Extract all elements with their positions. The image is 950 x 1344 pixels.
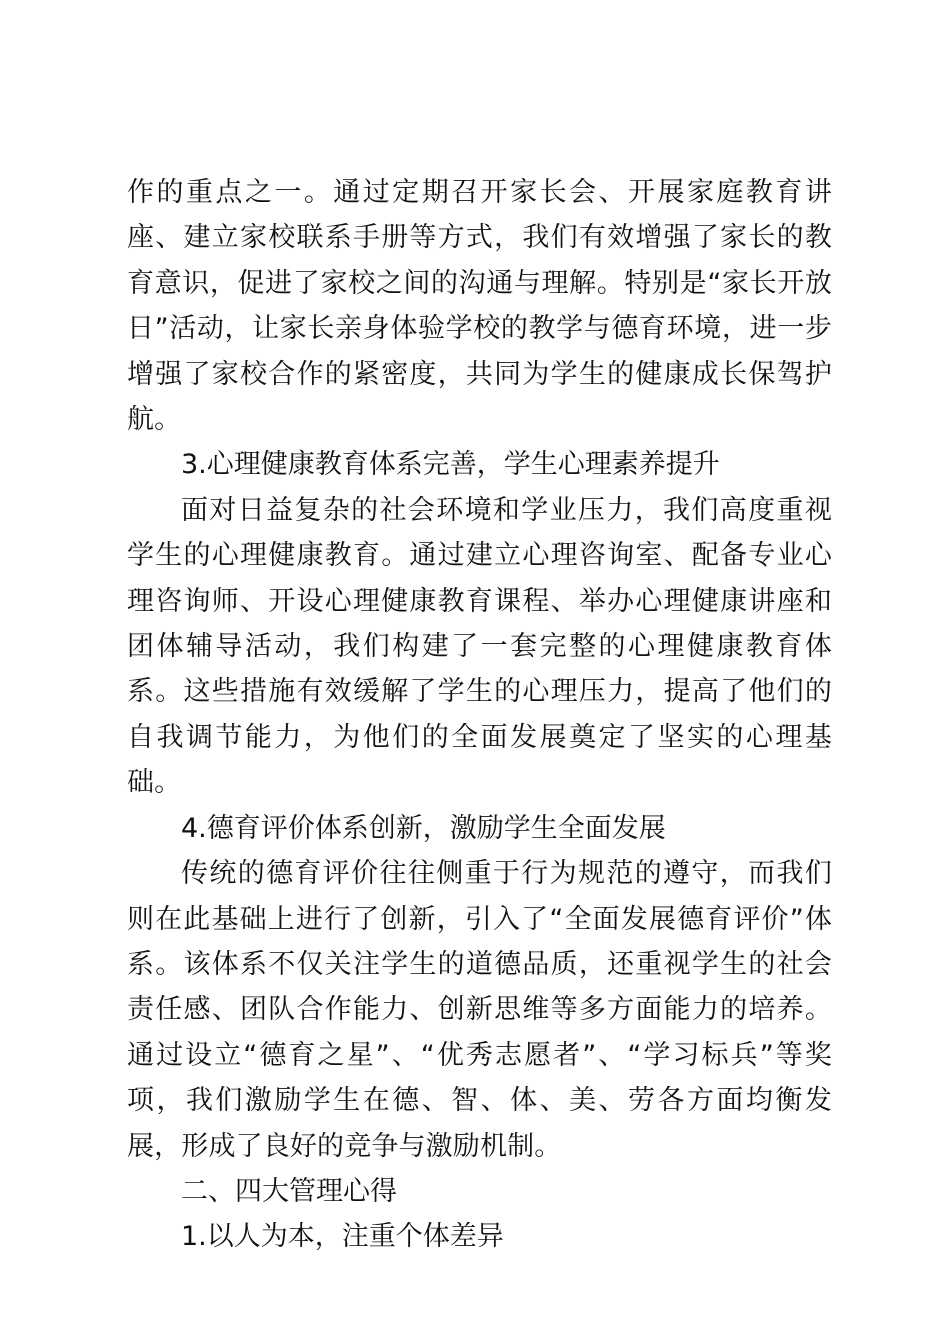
section-heading-mental-health: 3.心理健康教育体系完善，学生心理素养提升 [181, 449, 720, 481]
section-heading-evaluation: 4.德育评价体系创新，激励学生全面发展 [181, 812, 666, 844]
body-paragraph-evaluation: 传统的德育评价往往侧重于行为规范的遵守，而我们则在此基础上进行了创新，引入了“全面发展德育评价”体系。该体系不仅关注学生的道德品质，还重视学生的社会责任感、团队合作能力、创新思维等多方面能力的培养。通过设立“德育之星”、“优秀志愿者”、“学习标兵”等奖项，我们激励学生在德、智、体、美、劳各方面均衡发展，形成了良好的竞争与激励机制。 [127, 858, 832, 1162]
section-heading-people-oriented: 1.以人为本，注重个体差异 [181, 1221, 504, 1253]
body-paragraph-mental-health: 面对日益复杂的社会环境和学业压力，我们高度重视学生的心理健康教育。通过建立心理咨询室、配备专业心理咨询师、开设心理健康教育课程、举办心理健康讲座和团体辅导活动，我们构建了一套完整的心理健康教育体系。这些措施有效缓解了学生的心理压力，提高了他们的自我调节能力，为他们的全面发展奠定了坚实的心理基础。 [127, 494, 832, 799]
body-paragraph-home-school: 作的重点之一。通过定期召开家长会、开展家庭教育讲座、建立家校联系手册等方式，我们有效增强了家长的教育意识，促进了家校之间的沟通与理解。特别是“家长开放日”活动，让家长亲身体验学校的教学与德育环境，进一步增强了家校合作的紧密度，共同为学生的健康成长保驾护航。 [127, 177, 832, 436]
chapter-heading-management: 二、四大管理心得 [181, 1175, 397, 1207]
document-page [127, 170, 832, 1260]
